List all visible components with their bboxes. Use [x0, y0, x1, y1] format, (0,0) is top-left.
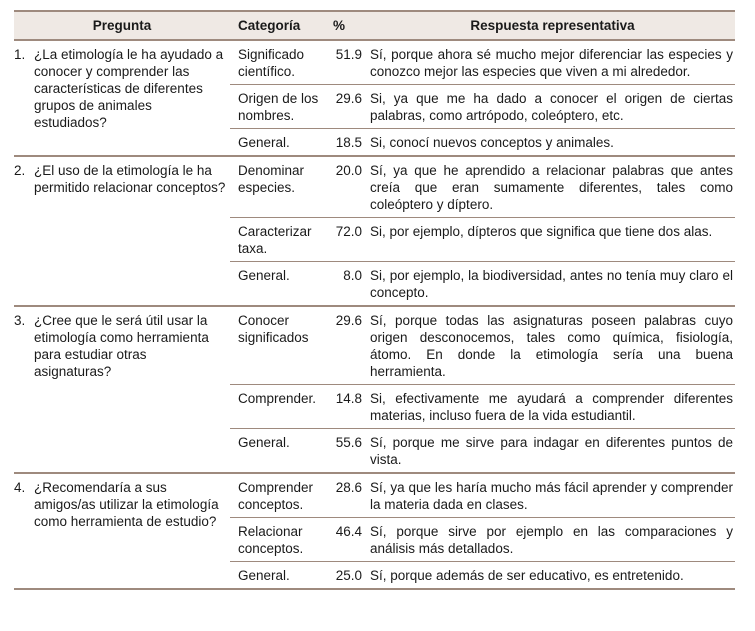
response-cell: Sí, porque todas las asignaturas poseen palabras cuyo origen desconocemos, tales como química, fisiología, átomo. En donde la etimología sería una buena herramienta. — [370, 313, 733, 379]
table-row — [230, 474, 735, 517]
percent-cell: 46.4 — [335, 524, 362, 539]
category-cell: Comprender. — [238, 391, 317, 406]
percent-cell: 55.6 — [335, 435, 362, 450]
percent-cell: 8.0 — [343, 268, 362, 283]
header-question: Pregunta — [92, 18, 152, 33]
category-cell: Origen de los nombres. — [238, 91, 319, 123]
table-row — [230, 428, 735, 472]
question-number: 4. — [14, 480, 26, 495]
response-cell: Sí, ya que les haría mucho más fácil aprender y comprender la materia dada en clases. — [370, 480, 733, 512]
response-cell: Sí, ya que he aprendido a relacionar palabras que antes creía que eran sumamente diferentes, tales como coleóptero y díptero. — [370, 163, 733, 212]
table-row — [230, 561, 735, 588]
question-number: 3. — [14, 313, 26, 328]
question-cell — [14, 474, 230, 588]
question-group-2 — [14, 157, 735, 307]
percent-cell: 29.6 — [335, 313, 362, 328]
percent-cell: 72.0 — [335, 224, 362, 239]
response-cell: Sí, porque ahora sé mucho mejor diferenciar las especies y conozco mejor las especies que viven a mi alrededor. — [370, 47, 733, 79]
table-row — [230, 307, 735, 384]
question-group-3 — [14, 307, 735, 474]
table-row — [230, 157, 735, 217]
category-cell: Comprender conceptos. — [238, 480, 314, 512]
category-cell: General. — [238, 268, 290, 283]
response-cell: Si, conocí nuevos conceptos y animales. — [370, 135, 614, 150]
table-row — [230, 217, 735, 261]
response-cell: Si, ya que me ha dado a conocer el origen de ciertas palabras, como artrópodo, coleóptero, etc. — [370, 91, 733, 123]
percent-cell: 28.6 — [335, 480, 362, 495]
percent-cell: 51.9 — [335, 47, 362, 62]
table-row — [230, 261, 735, 305]
question-text: ¿La etimología le ha ayudado a conocer y comprender las características de diferentes grupos de animales estudiados? — [34, 47, 224, 130]
header-category: Categoría — [238, 18, 301, 33]
percent-cell: 29.6 — [335, 91, 362, 106]
category-cell: Relacionar conceptos. — [238, 524, 304, 556]
table-row — [230, 128, 735, 155]
question-cell — [14, 41, 230, 155]
question-cell — [14, 157, 230, 305]
response-cell: Si, efectivamente me ayudará a comprender diferentes materias, incluso fuera de la vida estudiantil. — [370, 391, 733, 423]
question-text: ¿Cree que le será útil usar la etimología como herramienta para estudiar otras asignaturas? — [34, 313, 209, 379]
table-header — [14, 10, 735, 41]
response-cell: Sí, porque sirve por ejemplo en las comparaciones y análisis más detallados. — [370, 524, 733, 556]
category-cell: General. — [238, 435, 290, 450]
response-cell: Si, por ejemplo, la biodiversidad, antes no tenía muy claro el concepto. — [370, 268, 733, 300]
percent-cell: 14.8 — [335, 391, 362, 406]
question-cell — [14, 307, 230, 472]
table-row — [230, 517, 735, 561]
table-row — [230, 41, 735, 84]
category-cell: Caracterizar taxa. — [238, 224, 312, 256]
header-percent: % — [333, 18, 346, 33]
percent-cell: 25.0 — [335, 568, 362, 583]
question-number: 1. — [14, 47, 26, 62]
category-cell: General. — [238, 135, 290, 150]
category-cell: Conocer significados — [238, 313, 309, 345]
category-cell: General. — [238, 568, 290, 583]
header-response: Respuesta representativa — [470, 18, 635, 33]
response-cell: Si, por ejemplo, dípteros que significa que tiene dos alas. — [370, 224, 713, 239]
question-group-4 — [14, 474, 735, 590]
percent-cell: 20.0 — [335, 163, 362, 178]
response-cell: Sí, porque además de ser educativo, es entretenido. — [370, 568, 684, 583]
survey-table — [14, 10, 735, 590]
question-text: ¿El uso de la etimología le ha permitido relacionar conceptos? — [34, 163, 226, 195]
category-cell: Significado científico. — [238, 47, 305, 79]
question-group-1 — [14, 41, 735, 157]
category-cell: Denominar especies. — [238, 163, 305, 195]
question-number: 2. — [14, 163, 26, 178]
response-cell: Sí, porque me sirve para indagar en diferentes puntos de vista. — [370, 435, 733, 467]
percent-cell: 18.5 — [335, 135, 362, 150]
table-row — [230, 384, 735, 428]
question-text: ¿Recomendaría a sus amigos/as utilizar la etimología como herramienta de estudio? — [34, 480, 219, 529]
table-row — [230, 84, 735, 128]
